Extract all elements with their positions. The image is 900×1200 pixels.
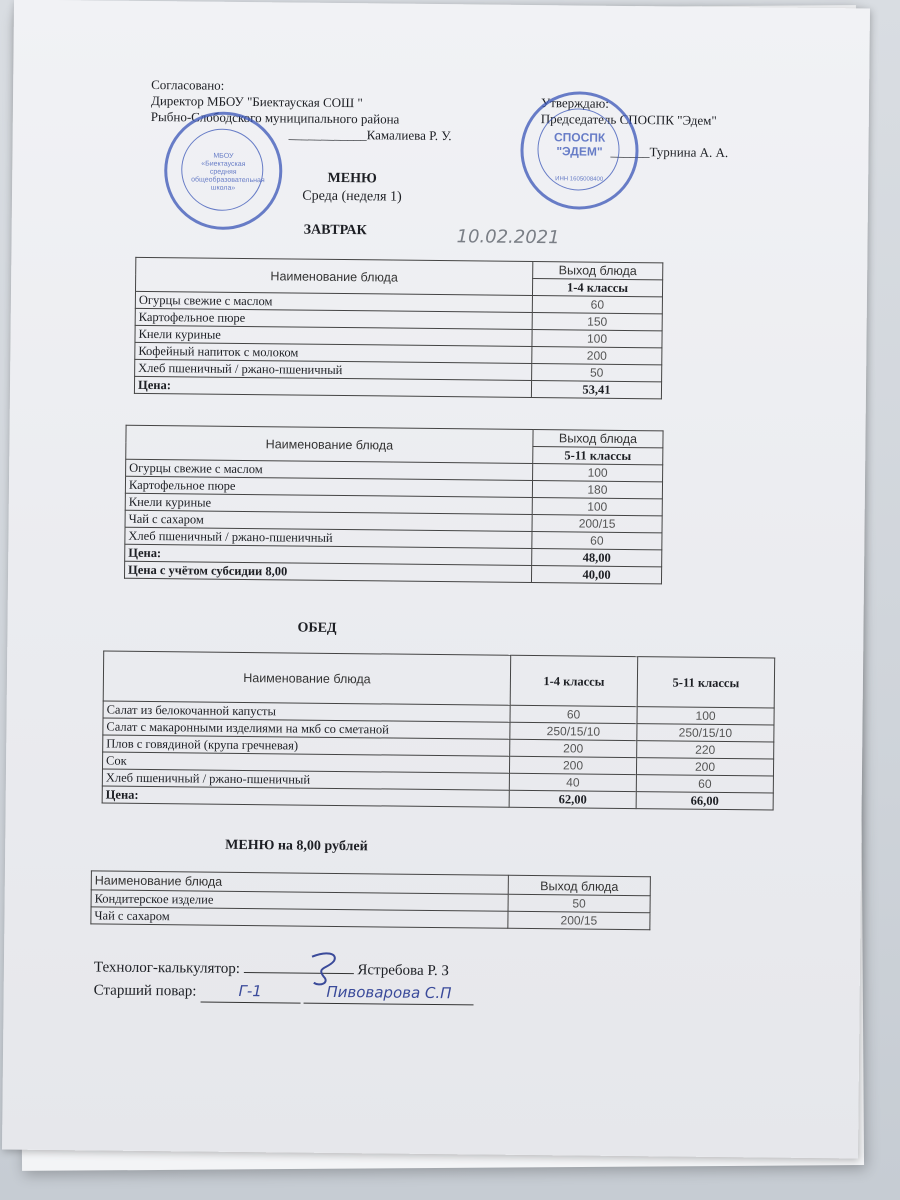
confirmed-line1: Председатель СПОСПК "Эдем" [540,111,717,128]
col-output: Выход блюда [533,430,663,448]
approved-line2: Рыбно-Слободского муниципального района [150,108,400,127]
table-row: Плов с говядиной (крупа гречневая) 200 220 [103,735,774,759]
confirmed-name: Турнина А. А. [649,144,729,161]
table-row: Огурцы свежие с маслом 60 [135,291,662,314]
menu-document [2,0,870,1158]
breakfast-heading: ЗАВТРАК [303,222,367,239]
table-row: Хлеб пшеничный / ржано-пшеничный 60 [125,527,662,550]
breakfast-table-1-4 [134,257,663,400]
price-row: Цена: 53,41 [134,376,661,399]
approved-line1: Директор МБОУ "Биектауская СОШ " [150,92,363,111]
menu-day: Среда (неделя 1) [302,188,402,205]
table-row: Чай с сахаром 200/15 [91,907,650,930]
breakfast-table-5-11 [124,425,664,585]
technologist-name: Ястребова Р. З [357,962,449,980]
col-classes-1-4: 1-4 классы [510,655,638,706]
signatures-block [94,956,475,1005]
table-row: Огурцы свежие с маслом 100 [126,459,663,482]
school-stamp [164,111,283,230]
technologist-label: Технолог-калькулятор: [93,959,241,977]
confirmed-label: Утверждаю: [540,95,609,111]
table-row: Салат с макаронными изделиями на мкб со сметаной 250/15/10 250/15/10 [103,718,774,742]
table-row: Кнели куриные 100 [135,325,662,348]
company-stamp-inn: ИНН 1605008400 [555,176,604,183]
class-label: 1-4 классы [532,278,662,296]
table-row: Кондитерское изделие 50 [91,890,650,913]
table-row: Кнели куриные 100 [125,493,662,516]
cook-label: Старший повар: [93,982,197,1000]
price-row: Цена: 62,00 66,00 [102,786,773,810]
table-row: Хлеб пшеничный / ржано-пшеничный 40 60 [102,769,773,793]
table-row: Хлеб пшеничный / ржано-пшеничный 50 [135,359,662,382]
approved-name: Камалиева Р. У. [366,127,452,144]
table-row: Картофельное пюре 180 [125,476,662,499]
lunch-table [102,651,776,811]
col-output: Выход блюда [508,875,650,895]
cook-handwritten-2: Пивоварова С.П [304,981,474,1006]
col-classes-5-11: 5-11 классы [637,657,775,708]
table-row: Чай с сахаром 200/15 [125,510,662,533]
subsidy-price-row: Цена с учётом субсидии 8,00 40,00 [124,561,661,584]
technologist-signature-icon [302,949,352,990]
table-row: Салат из белокочанной капусты 60 100 [103,701,774,725]
menu8-heading: МЕНЮ на 8,00 рублей [225,837,368,855]
school-stamp-text: МБОУ «Биектауская средняя общеобразовательная школа» [191,152,265,192]
menu8-table [90,870,651,930]
approved-label: Согласовано: [151,76,225,93]
col-output: Выход блюда [533,261,663,279]
company-stamp [520,91,639,210]
col-dish-name: Наименование блюда [103,651,511,705]
col-dish-name: Наименование блюда [126,425,533,463]
table-row: Кофейный напиток с молоком 200 [135,342,662,365]
lunch-heading: ОБЕД [297,620,337,636]
cook-handwritten-1: Г-1 [200,980,300,1004]
price-row: Цена: 48,00 [125,544,662,567]
approved-block: Согласовано: Директор МБОУ "Биектауская СОШ " Рыбно-Слободского муниципального района ____________Камалиева Р. У. [150,76,452,144]
table-row: Сок 200 200 [102,752,773,776]
col-dish-name: Наименование блюда [135,257,532,295]
menu-title: МЕНЮ [327,170,377,187]
col-dish-name: Наименование блюда [91,871,508,894]
company-stamp-center: СПОСПК "ЭДЕМ" [553,130,606,159]
handwritten-date: 10.02.2021 [456,226,560,249]
confirmed-block: Утверждаю: Председатель СПОСПК "Эдем" ______Турнина А. А. [540,95,729,161]
class-label: 5-11 классы [533,447,663,465]
table-row: Картофельное пюре 150 [135,308,662,331]
